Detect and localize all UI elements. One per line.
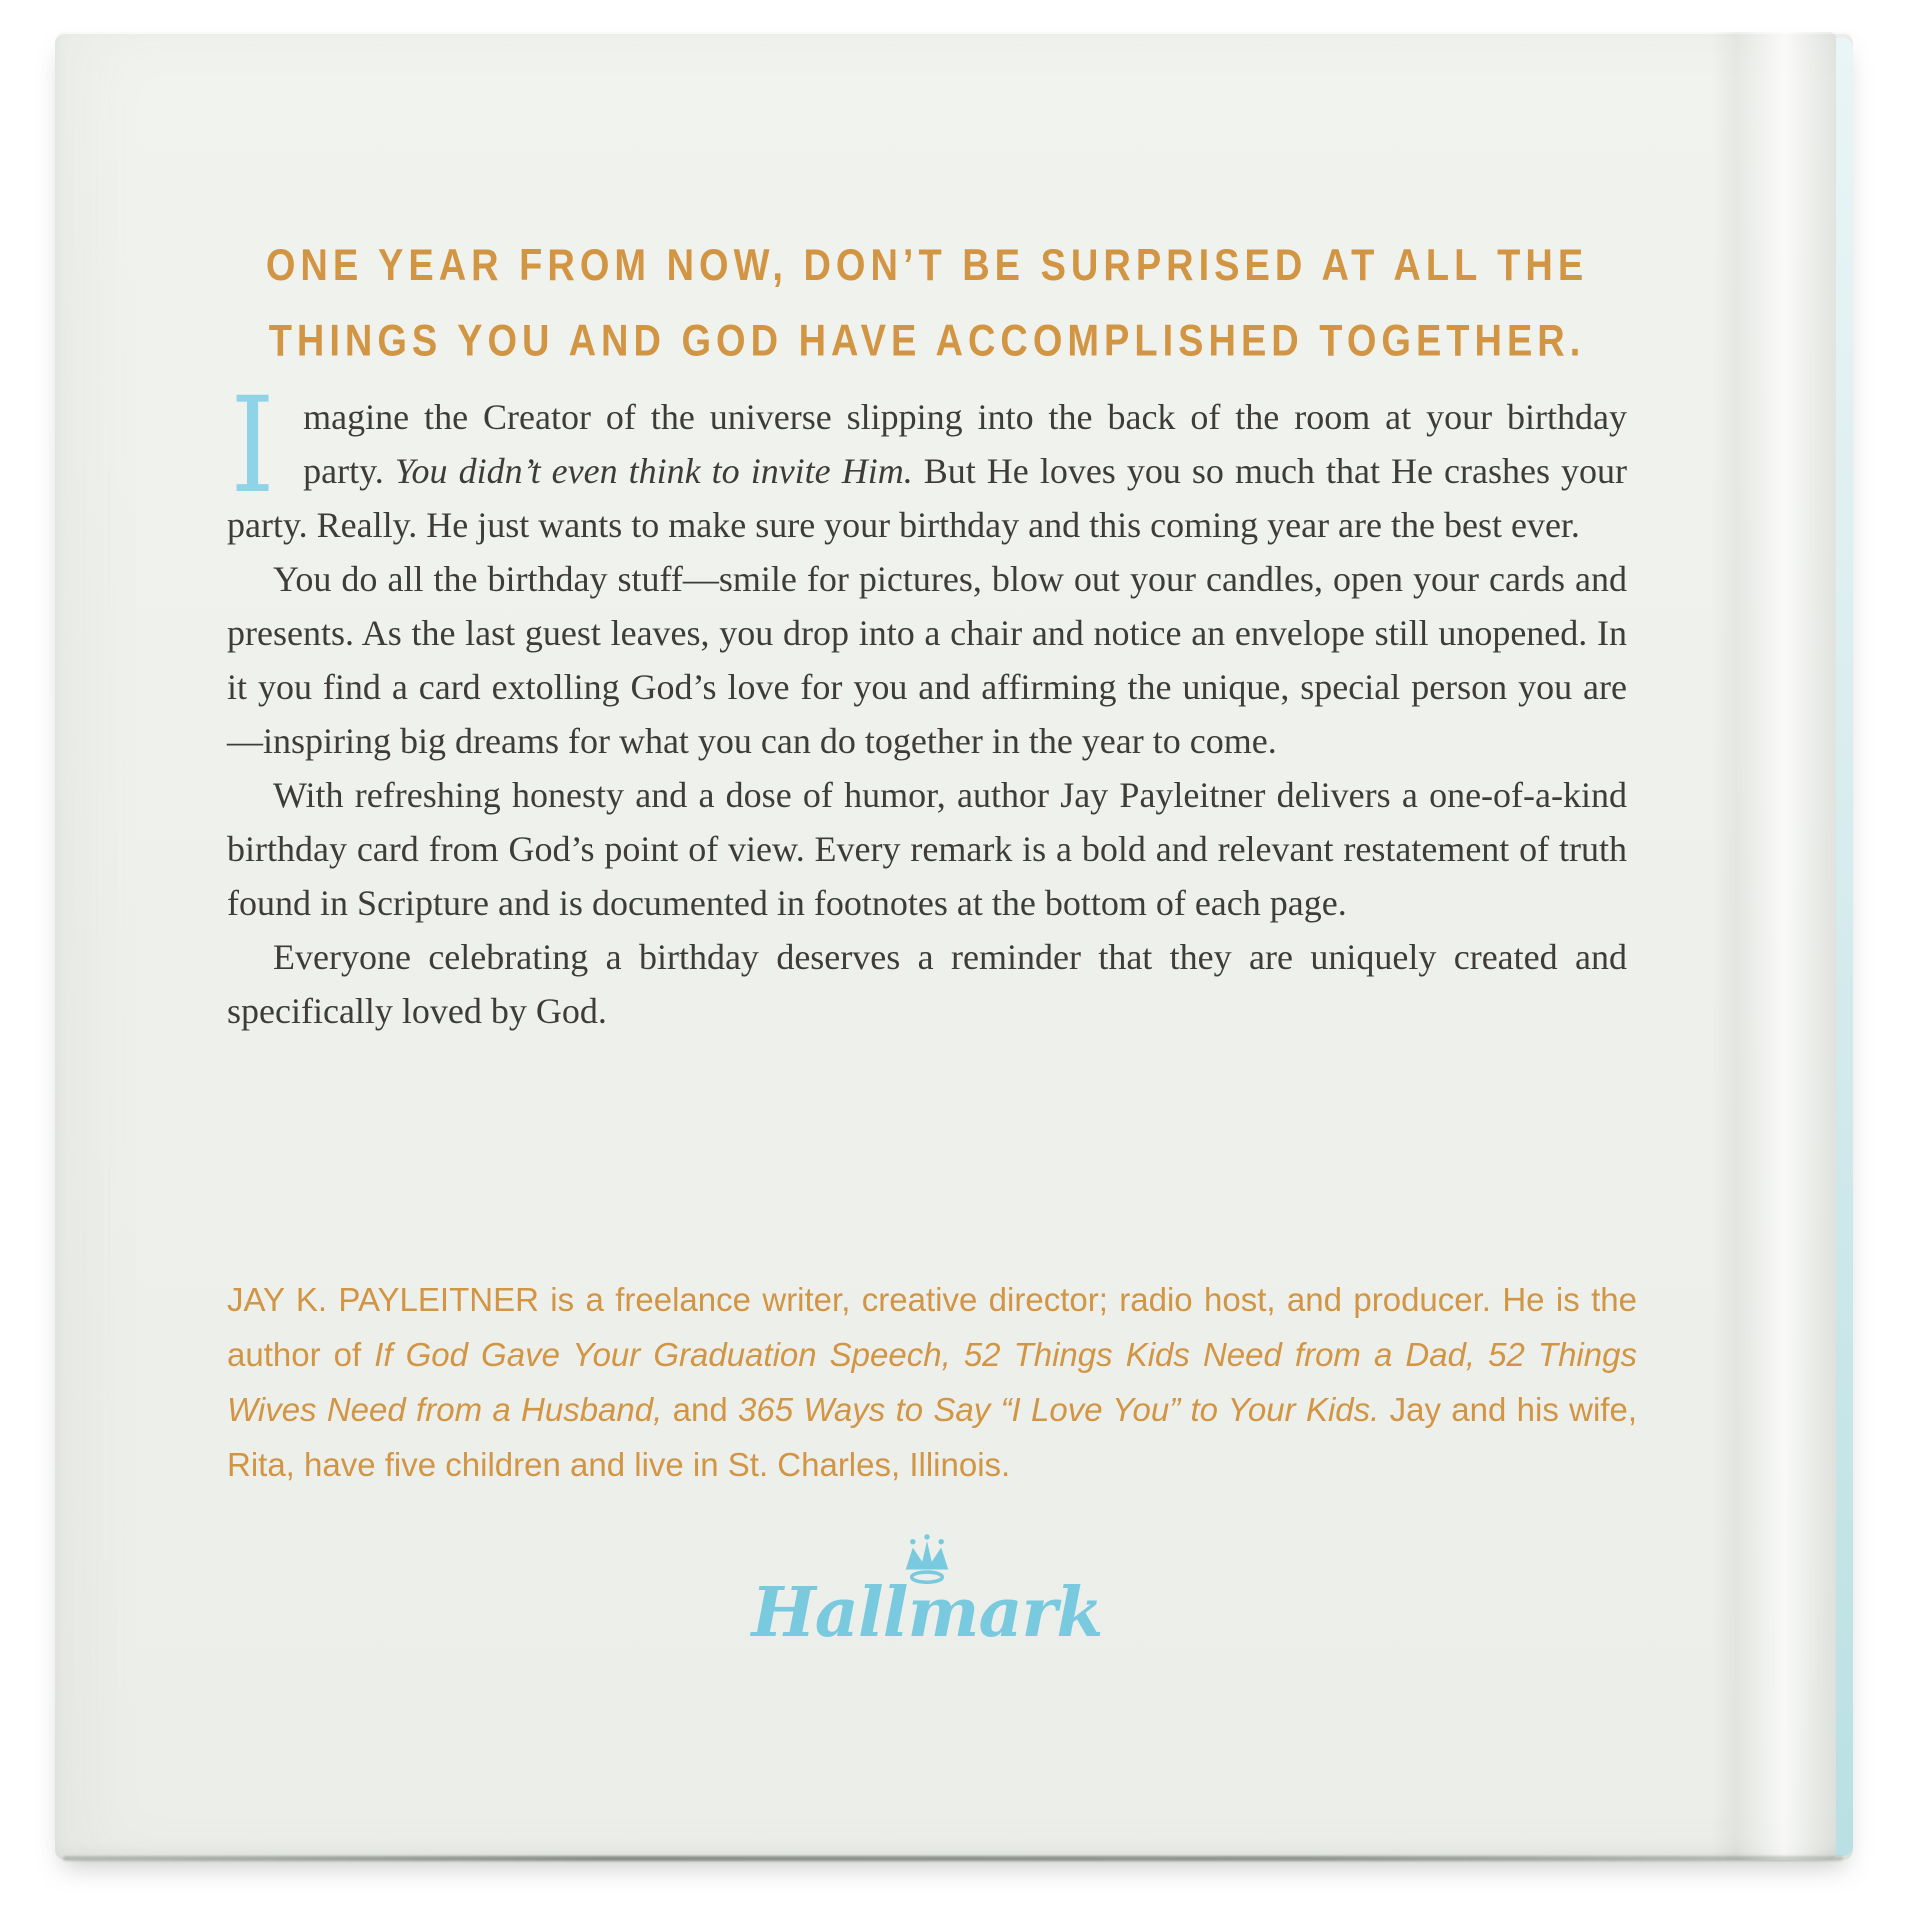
- paragraph-1-text: magine the Creator of the universe slipping into the back of the room at your birthday party. You didn’t even think to invite Him. But He loves you so much that He crashes your party. Really. He just wants to make sure your birthday and this coming year are the best ever.: [227, 397, 1627, 545]
- back-cover-description: [227, 369, 1627, 1038]
- tagline-line-1: ONE YEAR FROM NOW, DON’T BE SURPRISED AT ALL THE: [265, 240, 1589, 291]
- hallmark-logo: [227, 1534, 1627, 1653]
- drop-cap: I: [230, 369, 275, 523]
- book-bottom-edge: [63, 1856, 1843, 1861]
- book-aqua-fore-edge: [1836, 38, 1853, 1856]
- paragraph-1: [227, 369, 1627, 552]
- tagline: [227, 228, 1627, 379]
- book-back-cover: [55, 32, 1853, 1860]
- tagline-line-2: THINGS YOU AND GOD HAVE ACCOMPLISHED TOGETHER.: [268, 316, 1586, 367]
- paragraph-2: You do all the birthday stuff—smile for pictures, blow out your candles, open your cards and presents. As the last guest leaves, you drop into a chair and notice an envelope still unopened. In it you find a card extolling God’s love for you and affirming the unique, special person you are—inspiring big dreams for what you can do together in the year to come.: [227, 559, 1627, 761]
- author-bio: JAY K. PAYLEITNER is a freelance writer, creative director; radio host, and producer. He is the author of If God Gave Your Graduation Speech, 52 Things Kids Need from a Dad, 52 Things Wives Need from a Husband, and 365 Ways to Say “I Love You” to Your Kids. Jay and his wife, Rita, have five children and live in St. Charles, Illinois.: [227, 1281, 1638, 1483]
- paragraph-4: Everyone celebrating a birthday deserves a reminder that they are uniquely created and specifically loved by God.: [227, 937, 1627, 1031]
- hallmark-wordmark: Hallmark: [751, 1573, 1103, 1653]
- paragraph-3: With refreshing honesty and a dose of humor, author Jay Payleitner delivers a one-of-a-kind birthday card from God’s point of view. Every remark is a bold and relevant restatement of truth found in Scripture and is documented in footnotes at the bottom of each page.: [227, 775, 1627, 923]
- book-hinge-crease: [1711, 32, 1837, 1860]
